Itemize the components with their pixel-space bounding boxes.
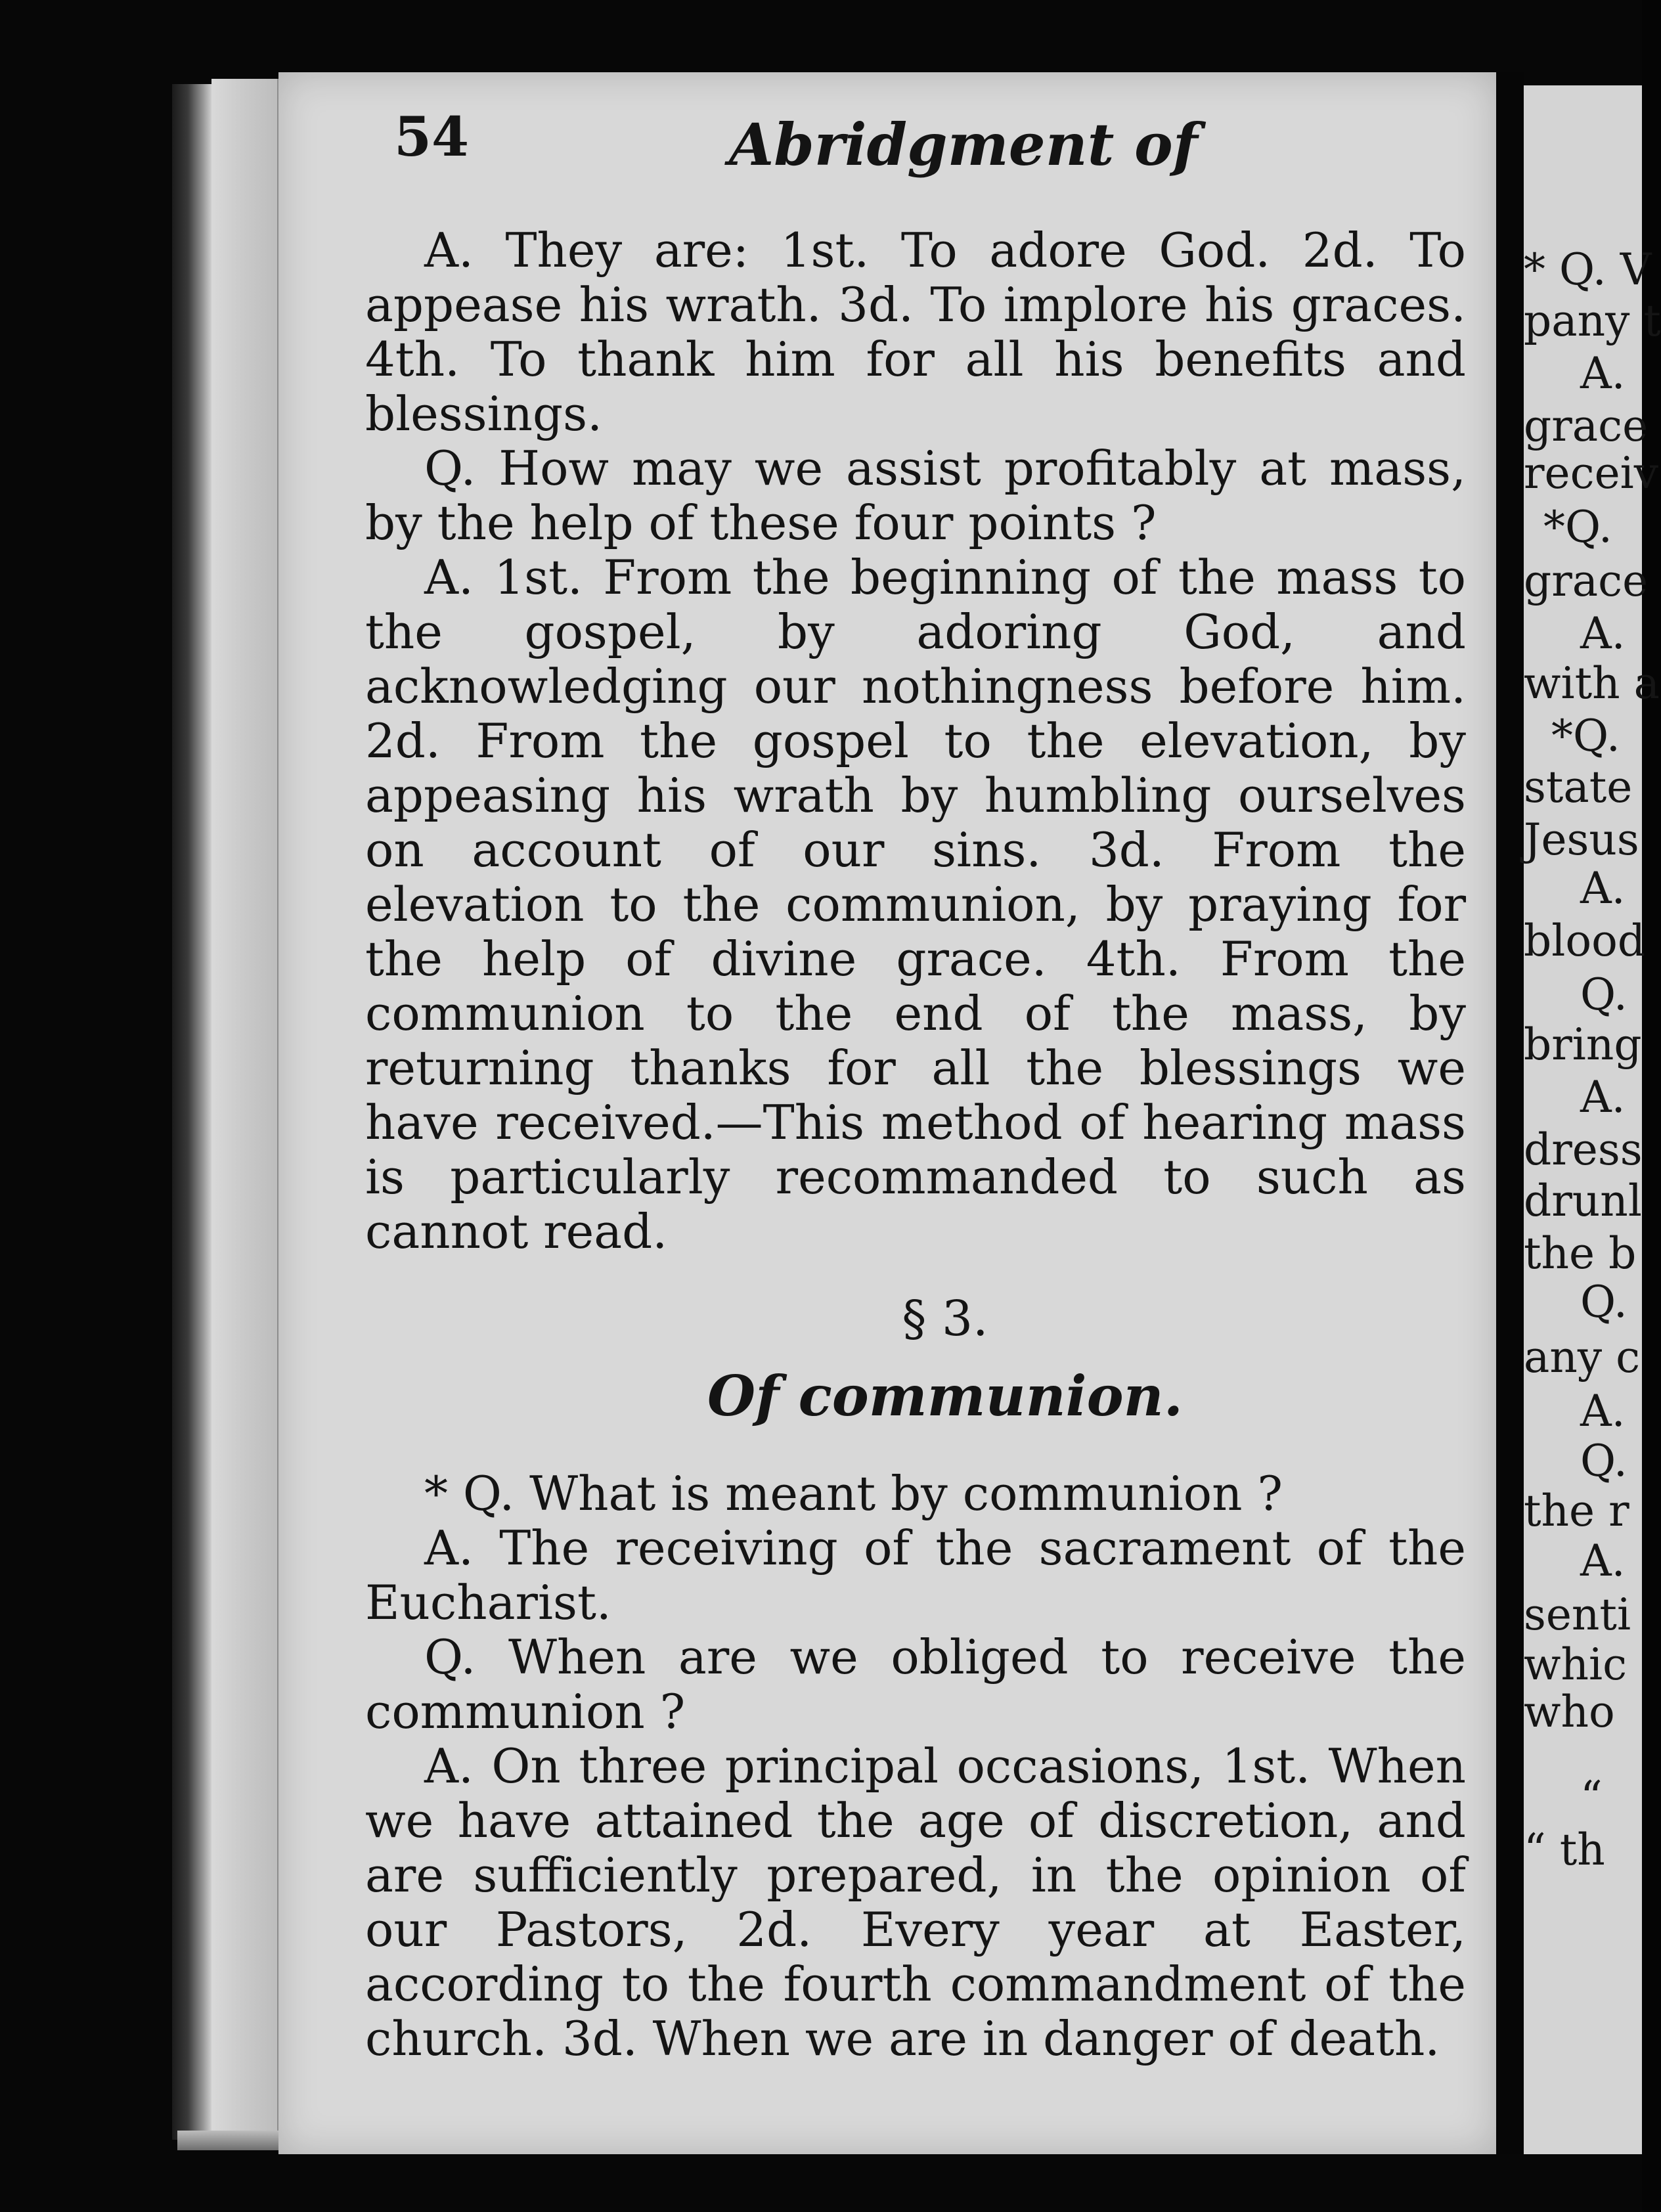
paragraph-marker: Q. [424, 441, 476, 496]
paragraph-text: How may we assist profitably at mass, by the help of these four points ? [365, 441, 1467, 550]
paragraph-text: What is meant by communion ? [529, 1466, 1283, 1521]
next-page-line: pany t [1524, 296, 1661, 346]
next-page-line: A. [1580, 608, 1626, 659]
next-page-line: state [1524, 762, 1633, 812]
paragraph-text: The receiving of the sacrament of the Eucharist. [365, 1520, 1466, 1630]
paragraph-marker: * Q. [424, 1466, 515, 1521]
paragraph-marker: A. [424, 550, 474, 605]
next-page-line: the r [1524, 1486, 1629, 1536]
page-stack-edge [211, 79, 279, 2148]
next-page-line: Q. [1580, 969, 1628, 1020]
next-page-line: A. [1580, 348, 1626, 399]
next-page-line: drunl [1524, 1176, 1642, 1226]
page-gutter [1496, 72, 1524, 2154]
next-page-line: Q. [1580, 1277, 1628, 1327]
question-paragraph [365, 441, 1466, 550]
paragraph-marker: Q. [424, 1629, 476, 1685]
next-page-line: grace [1524, 556, 1649, 606]
next-page-line: Q. [1580, 1436, 1628, 1486]
next-page-line: receiv [1524, 448, 1659, 498]
next-page-line: Jesus [1524, 814, 1639, 865]
paragraph-text: They are: 1st. To adore God. 2d. To appease his wrath. 3d. To implore his graces. 4th. To thank him for all his benefits and blessings. [365, 223, 1466, 441]
next-page-line: *Q. [1543, 502, 1612, 552]
page-number: 54 [394, 106, 470, 169]
next-page-fragment [1524, 85, 1661, 2154]
next-page-line: “ th [1524, 1825, 1605, 1875]
section-mark: § 3. [902, 1291, 988, 1347]
book-spine-edge [172, 84, 211, 2140]
next-page-line: A. [1580, 1072, 1626, 1122]
next-page-line: *Q. [1551, 711, 1620, 761]
question-paragraph [365, 1630, 1466, 1739]
next-page-line: A. [1580, 1536, 1626, 1586]
next-page-line: dress [1524, 1124, 1643, 1175]
next-page-line: any c [1524, 1332, 1641, 1382]
next-page-line: bring [1524, 1019, 1642, 1070]
paragraph-marker: A. [424, 1520, 474, 1576]
running-title: Abridgment of [729, 110, 1198, 179]
next-page-line: blood [1524, 916, 1646, 966]
next-page-line: with a [1524, 658, 1660, 709]
next-page-line: grace [1524, 401, 1649, 451]
paragraph-marker: A. [424, 1738, 474, 1794]
next-page-line: A. [1580, 863, 1626, 914]
paragraph-text: 1st. From the beginning of the mass to the gospel, by adoring God, and acknowledging our nothingness before him. 2d. From the gospel to the elevation, by appeasing his wrath by humbling ourselves on account of our sins. 3d. From the elevation to the communion, by praying for the help of divine grace. 4th. From the communion to the end of the mass, by returning thanks for all the blessings we have received.—This method of hearing mass is particularly recommanded to such as cannot read. [365, 550, 1467, 1259]
next-page-line: senti [1524, 1589, 1631, 1640]
answer-paragraph [365, 550, 1466, 1259]
next-page-line: who [1524, 1687, 1615, 1737]
question-paragraph [365, 1467, 1466, 1521]
section-title: Of communion. [707, 1363, 1183, 1428]
paragraph-text: When are we obliged to receive the communion ? [365, 1629, 1466, 1739]
paragraph-marker: A. [424, 223, 474, 278]
next-page-line: the b [1524, 1228, 1637, 1279]
next-page-line: * Q. V [1524, 244, 1652, 295]
page-body [365, 223, 1466, 2066]
next-page-line: “ [1580, 1772, 1603, 1823]
answer-paragraph [365, 223, 1466, 441]
answer-paragraph [365, 1739, 1466, 2066]
answer-paragraph [365, 1521, 1466, 1630]
next-page-line: A. [1580, 1386, 1626, 1436]
paragraph-text: On three principal occasions, 1st. When we have attained the age of discretion, and are sufficiently prepared, in the opinion of our Pastors, 2d. Every year at Easter, according to the fourth commandment of the church. 3d. When we are in danger of death. [365, 1738, 1466, 2066]
next-page-line: whic [1524, 1639, 1628, 1690]
